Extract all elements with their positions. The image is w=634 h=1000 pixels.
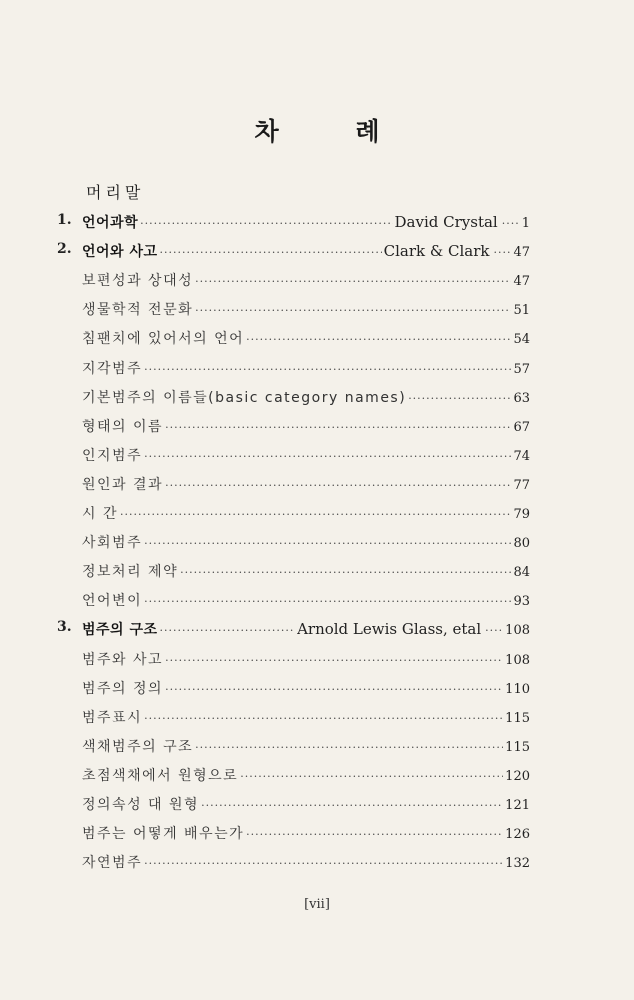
dot-leader — [165, 683, 503, 696]
entry-title: 언어와 사고 — [82, 244, 158, 261]
entry-page-number: 115 — [505, 739, 530, 755]
dot-leader — [195, 275, 511, 288]
entry-page-number: 67 — [513, 419, 530, 435]
entry-page-number: 51 — [513, 303, 530, 319]
entry-title: 언어변이 — [82, 593, 143, 610]
dot-leader — [201, 799, 503, 812]
dot-leader — [246, 333, 511, 346]
dot-leader — [144, 450, 511, 463]
toc-section-entry — [0, 736, 530, 760]
entry-title: 정보처리 제약 — [82, 564, 179, 581]
dot-leader — [144, 363, 511, 376]
dot-leader — [180, 566, 511, 579]
toc-section-entry — [0, 561, 530, 585]
toc-section-entry — [0, 823, 530, 847]
entry-title: 기본범주의 이름들(basic category names) — [82, 389, 407, 406]
toc-section-entry — [0, 765, 530, 789]
dot-leader — [144, 595, 511, 608]
entry-title: 형태의 이름 — [82, 418, 164, 435]
toc-section-entry — [0, 852, 530, 876]
toc-section-entry — [0, 649, 530, 673]
entry-page-number: 108 — [505, 623, 530, 639]
entry-page-number: 120 — [505, 768, 530, 784]
entry-page-number: 84 — [513, 565, 530, 581]
entry-title: 범주는 어떻게 배우는가 — [82, 826, 245, 843]
entry-title: 범주의 정의 — [82, 680, 164, 697]
dot-leader — [144, 537, 511, 550]
entry-title: 초점색채에서 원형으로 — [82, 767, 239, 784]
entry-page-number: 47 — [513, 245, 530, 261]
entry-page-number: 1 — [521, 216, 530, 231]
toc-chapter-entry — [0, 241, 530, 265]
entry-title: 침팬치에 있어서의 언어 — [82, 331, 245, 348]
toc-section-entry — [0, 358, 530, 382]
dot-leader — [246, 828, 503, 841]
entry-title: 범주의 구조 — [82, 622, 158, 639]
entry-title: 범주와 사고 — [82, 651, 164, 668]
chapter-number: 3. — [57, 619, 72, 636]
entry-page-number: 126 — [505, 827, 530, 843]
entry-author: Clark & Clark — [383, 242, 490, 261]
entry-title: 원인과 결과 — [82, 476, 164, 493]
toc-section-entry — [0, 328, 530, 352]
entry-title: 색채범주의 구조 — [82, 738, 194, 755]
entry-title: 정의속성 대 원형 — [82, 797, 200, 813]
toc-section-entry — [0, 416, 530, 440]
dot-leader — [144, 712, 503, 725]
toc-section-entry — [0, 270, 530, 294]
toc-section-entry — [0, 299, 530, 323]
dot-leader — [195, 741, 503, 754]
toc-section-entry — [0, 707, 530, 731]
entry-page-number: 121 — [505, 798, 530, 813]
entry-title: 생물학적 전문화 — [82, 302, 194, 319]
entry-page-number: 54 — [513, 332, 530, 348]
entry-title: 지각범주 — [82, 360, 143, 377]
toc-section-entry — [0, 503, 530, 527]
dot-leader — [140, 217, 392, 230]
dot-leader — [120, 508, 511, 521]
chapter-number: 2. — [57, 241, 72, 258]
entry-title: 인지범주 — [82, 447, 143, 464]
entry-page-number: 115 — [505, 710, 530, 726]
toc-chapter-entry — [0, 212, 530, 236]
dot-leader — [502, 217, 520, 230]
entry-page-number: 80 — [513, 536, 530, 552]
dot-leader — [408, 392, 511, 405]
toc-section-entry — [0, 474, 530, 498]
entry-title: 사회범주 — [82, 535, 143, 552]
page-number: [vii] — [304, 897, 330, 912]
entry-page-number: 93 — [513, 594, 530, 610]
dot-leader — [144, 857, 503, 870]
toc-section-entry — [0, 794, 530, 818]
toc-section-entry — [0, 387, 530, 411]
entry-title: 범주표시 — [82, 709, 143, 726]
entry-author: Arnold Lewis Glass, etal — [297, 620, 482, 639]
dot-leader — [195, 304, 511, 317]
toc-section-entry — [0, 590, 530, 614]
dot-leader — [165, 479, 511, 492]
toc-section-entry — [0, 678, 530, 702]
entry-title: 보편성과 상대성 — [82, 273, 194, 290]
entry-title: 시 간 — [82, 506, 118, 522]
dot-leader — [160, 624, 296, 637]
entry-page-number: 47 — [513, 274, 530, 290]
dot-leader — [485, 624, 503, 637]
dot-leader — [160, 246, 382, 259]
entry-page-number: 74 — [513, 448, 530, 464]
entry-author: David Crystal — [394, 213, 498, 231]
dot-leader — [240, 770, 503, 783]
entry-page-number: 63 — [513, 390, 530, 406]
entry-page-number: 57 — [513, 361, 530, 377]
page-title: 차 례 — [254, 117, 414, 146]
toc-section-entry — [0, 445, 530, 469]
entry-page-number: 77 — [513, 477, 530, 493]
toc-entry-preface: 머리말 — [86, 183, 145, 202]
entry-page-number: 79 — [513, 507, 530, 522]
dot-leader — [165, 654, 503, 667]
chapter-number: 1. — [57, 212, 72, 228]
toc-chapter-entry — [0, 619, 530, 643]
entry-title: 자연범주 — [82, 855, 143, 872]
entry-title: 언어과학 — [82, 215, 139, 231]
dot-leader — [165, 421, 511, 434]
toc-section-entry — [0, 532, 530, 556]
entry-page-number: 110 — [505, 681, 530, 697]
dot-leader — [493, 246, 511, 259]
entry-page-number: 132 — [505, 856, 530, 872]
entry-page-number: 108 — [505, 652, 530, 668]
